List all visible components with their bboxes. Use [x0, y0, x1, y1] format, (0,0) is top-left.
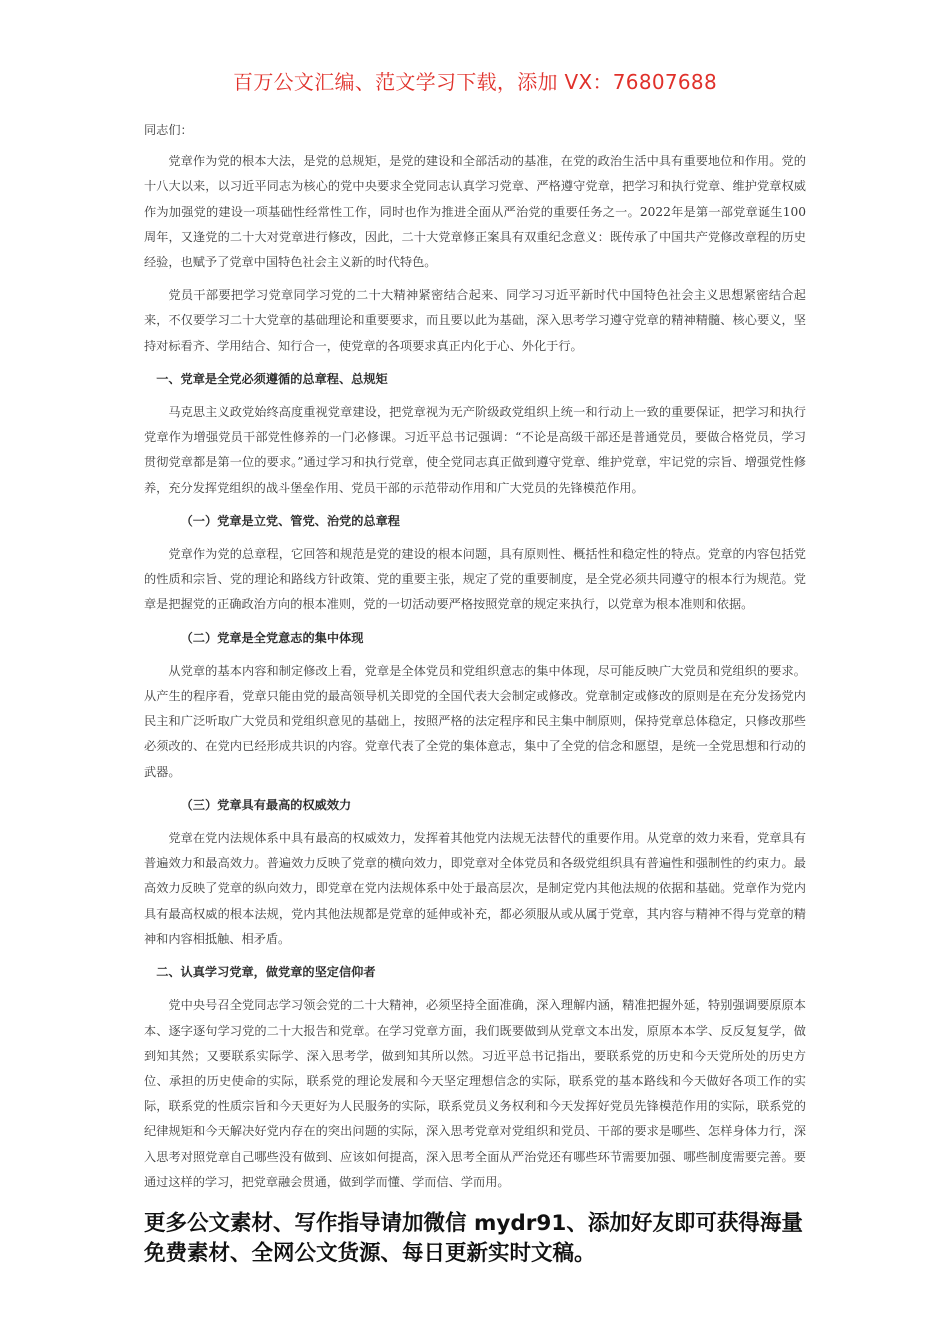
footer-promo: 更多公文素材、写作指导请加微信 mydr91、添加好友即可获得海量免费素材、全网公文货源、每日更新实时文稿。 [144, 1211, 803, 1266]
section-1-heading: 一、党章是全党必须遵循的总章程、总规矩 [156, 371, 388, 386]
header-banner: 百万公文汇编、范文学习下载，添加 VX：76807688 [233, 70, 717, 94]
section-2-heading: 二、认真学习党章，做党章的坚定信仰者 [156, 965, 376, 980]
section-1-sub-1-heading: （一）党章是立党、管党、治党的总章程 [180, 513, 400, 528]
section-1-sub-3-text: 党章在党内法规体系中具有最高的权威效力，发挥着其他党内法规无法替代的重要作用。从党章的效力来看，党章具有普遍效力和最高效力。普遍效力反映了党章的横向效力，即党章对全体党员和各级党组织具有普遍性和强制性的约束力。最高效力反映了党章的纵向效力，即党章在党内法规体系中处于最高层次，是制定党内其他法规的依据和基础。党章作为党内具有最高权威的根本法规，党内其他法规都是党章的延伸或补充，都必须服从或从属于党章，其内容与精神不得与党章的精神和内容相抵触、相矛盾。 [144, 831, 806, 946]
section-1-intro: 马克思主义政党始终高度重视党章建设，把党章视为无产阶级政党组织上统一和行动上一致的重要保证，把学习和执行党章作为增强党员干部党性修养的一门必修课。习近平总书记强调：“不论是高级干部还是普通党员，要做合格党员，学习贯彻党章都是第一位的要求。”通过学习和执行党章，使全党同志真正做到遵守党章、维护党章，牢记党的宗旨、增强党性修养，充分发挥党组织的战斗堡垒作用、党员干部的示范带动作用和广大党员的先锋模范作用。 [144, 405, 806, 495]
document-body [144, 118, 806, 1203]
section-1-sub-1-text: 党章作为党的总章程，它回答和规范是党的建设的根本问题，具有原则性、概括性和稳定性的特点。党章的内容包括党的性质和宗旨、党的理论和路线方针政策、党的重要主张，规定了党的重要制度，是全党必须共同遵守的根本行为规范。党章是把握党的正确政治方向的根本准则，党的一切活动要严格按照党章的规定来执行，以党章为根本准则和依据。 [144, 547, 806, 612]
paragraph-intro-1: 党章作为党的根本大法，是党的总规矩，是党的建设和全部活动的基准，在党的政治生活中具有重要地位和作用。党的十八大以来，以习近平同志为核心的党中央要求全党同志认真学习党章、严格遵守党章，把学习和执行党章、维护党章权威作为加强党的建设一项基础性经常性工作，同时也作为推进全面从严治党的重要任务之一。2022年是第一部党章诞生100周年，又逢党的二十大对党章进行修改，因此，二十大党章修正案具有双重纪念意义：既传承了中国共产党修改章程的历史经验，也赋予了党章中国特色社会主义新的时代特色。 [144, 154, 806, 270]
section-2-text: 党中央号召全党同志学习领会党的二十大精神，必须坚持全面准确，深入理解内涵，精准把握外延，特别强调要原原本本、逐字逐句学习党的二十大报告和党章。在学习党章方面，我们既要做到从党章文本出发，原原本本学、反反复复学，做到知其然；又要联系实际学、深入思考学，做到知其所以然。习近平总书记指出，要联系党的历史和今天党所处的历史方位、承担的历史使命的实际，联系党的理论发展和今天坚定理想信念的实际，联系党的基本路线和今天做好各项工作的实际，联系党的性质宗旨和今天更好为人民服务的实际，联系党员义务权利和今天发挥好党员先锋模范作用的实际，联系党的纪律规矩和今天解决好党内存在的突出问题的实际，深入思考党章对党组织和党员、干部的要求是哪些、怎样身体力行，深入思考对照党章自己哪些没有做到、应该如何提高，深入思考全面从严治党还有哪些环节需要加强、哪些制度需要完善。要通过这样的学习，把党章融会贯通，做到学而懂、学而信、学而用。 [144, 998, 806, 1189]
salutation: 同志们： [144, 123, 193, 137]
section-1-sub-2-heading: （二）党章是全党意志的集中体现 [180, 630, 364, 645]
section-1-sub-2-text: 从党章的基本内容和制定修改上看，党章是全体党员和党组织意志的集中体现，尽可能反映广大党员和党组织的要求。从产生的程序看，党章只能由党的最高领导机关即党的全国代表大会制定或修改。党章制定或修改的原则是在充分发扬党内民主和广泛听取广大党员和党组织意见的基础上，按照严格的法定程序和民主集中制原则，保持党章总体稳定，只修改那些必须改的、在党内已经形成共识的内容。党章代表了全党的集体意志，集中了全党的信念和愿望，是统一全党思想和行动的武器。 [144, 663, 806, 779]
section-1-sub-3-heading: （三）党章具有最高的权威效力 [180, 797, 352, 812]
paragraph-intro-2: 党员干部要把学习党章同学习党的二十大精神紧密结合起来、同学习习近平新时代中国特色社会主义思想紧密结合起来，不仅要学习二十大党章的基础理论和重要要求，而且要以此为基础，深入思考学习遵守党章的精神精髓、核心要义，坚持对标看齐、学用结合、知行合一，使党章的各项要求真正内化于心、外化于行。 [144, 288, 806, 353]
